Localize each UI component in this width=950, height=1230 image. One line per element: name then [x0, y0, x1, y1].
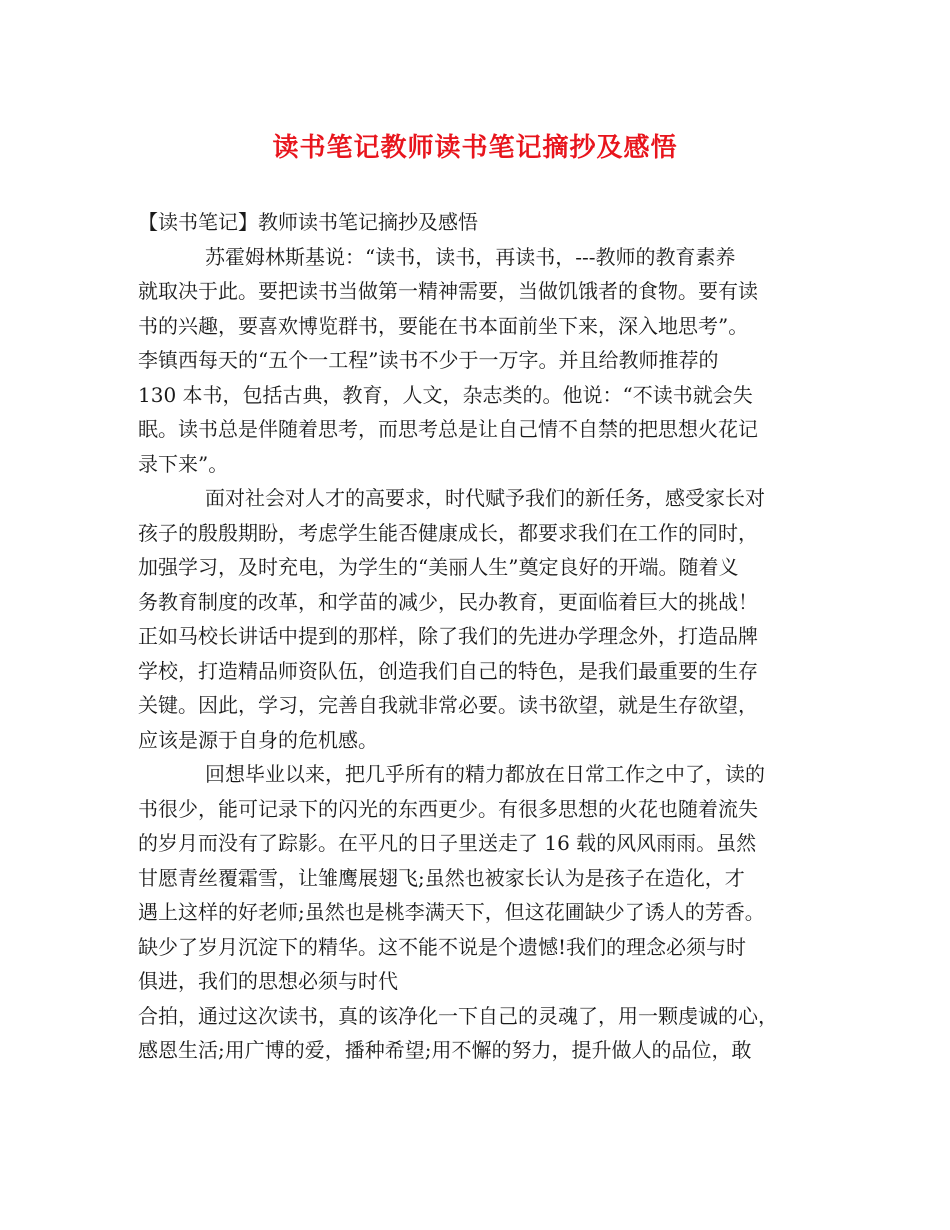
paragraph-line: 130 本书，包括古典，教育，人文，杂志类的。他说：“不读书就会失: [138, 382, 753, 407]
document-body: [138, 205, 838, 1068]
paragraph-line: 书很少，能可记录下的闪光的东西更少。有很多思想的火花也随着流失: [138, 796, 758, 821]
paragraph-line: 录下来”。: [138, 451, 229, 476]
paragraph-line: 书的兴趣，要喜欢博览群书，要能在书本面前坐下来，深入地思考”。: [138, 313, 749, 338]
paragraph-line: 回想毕业以来，把几乎所有的精力都放在日常工作之中了，读的: [205, 762, 765, 786]
paragraph-line: 缺少了岁月沉淀下的精华。这不能不说是个遗憾!我们的理念必须与时: [138, 934, 747, 959]
subtitle-line: 【读书笔记】教师读书笔记摘抄及感悟: [138, 210, 478, 234]
paragraph-line: 俱进，我们的思想必须与时代: [138, 969, 398, 993]
paragraph-line: 务教育制度的改革，和学苗的减少，民办教育，更面临着巨大的挑战！: [138, 589, 758, 614]
paragraph-line: 的岁月而没有了踪影。在平凡的日子里送走了 16 载的风风雨雨。虽然: [138, 831, 757, 855]
paragraph-line: 感恩生活;用广博的爱，播种希望;用不懈的努力，提升做人的品位，敢: [138, 1038, 752, 1062]
paragraph-line: 李镇西每天的“五个一工程”读书不少于一万字。并且给教师推荐的: [138, 348, 719, 372]
paragraph-line: 眠。读书总是伴随着思考，而思考总是让自己情不自禁的把思想火花记: [138, 417, 758, 441]
paragraph-line: 面对社会对人才的高要求，时代赋予我们的新任务，感受家长对: [205, 486, 765, 510]
paragraph-line: 学校，打造精品师资队伍，创造我们自己的特色，是我们最重要的生存: [138, 658, 758, 683]
paragraph-line: 就取决于此。要把读书当做第一精神需要，当做饥饿者的食物。要有读: [138, 279, 758, 303]
paragraph-line: 孩子的殷殷期盼，考虑学生能否健康成长，都要求我们在工作的同时，: [138, 520, 758, 545]
paragraph-line: 关键。因此，学习，完善自我就非常必要。读书欲望，就是生存欲望，: [138, 693, 758, 717]
paragraph-line: 应该是源于自身的危机感。: [138, 727, 378, 752]
paragraph-line: 加强学习，及时充电，为学生的“美丽人生”奠定良好的开端。随着义: [138, 555, 739, 579]
paragraph-line: 遇上这样的好老师;虽然也是桃李满天下，但这花圃缺少了诱人的芳香。: [138, 900, 765, 924]
paragraph-line: 甘愿青丝覆霜雪，让雏鹰展翅飞;虽然也被家长认为是孩子在造化，才: [138, 865, 745, 890]
paragraph-line: 合拍，通过这次读书，真的该净化一下自己的灵魂了，用一颗虔诚的心，: [138, 1003, 778, 1028]
paragraph-line: 苏霍姆林斯基说：“读书，读书，再读书，---教师的教育素养: [205, 244, 736, 269]
document-title: 读书笔记教师读书笔记摘抄及感悟: [272, 133, 678, 163]
paragraph-line: 正如马校长讲话中提到的那样，除了我们的先进办学理念外，打造品牌: [138, 624, 758, 648]
